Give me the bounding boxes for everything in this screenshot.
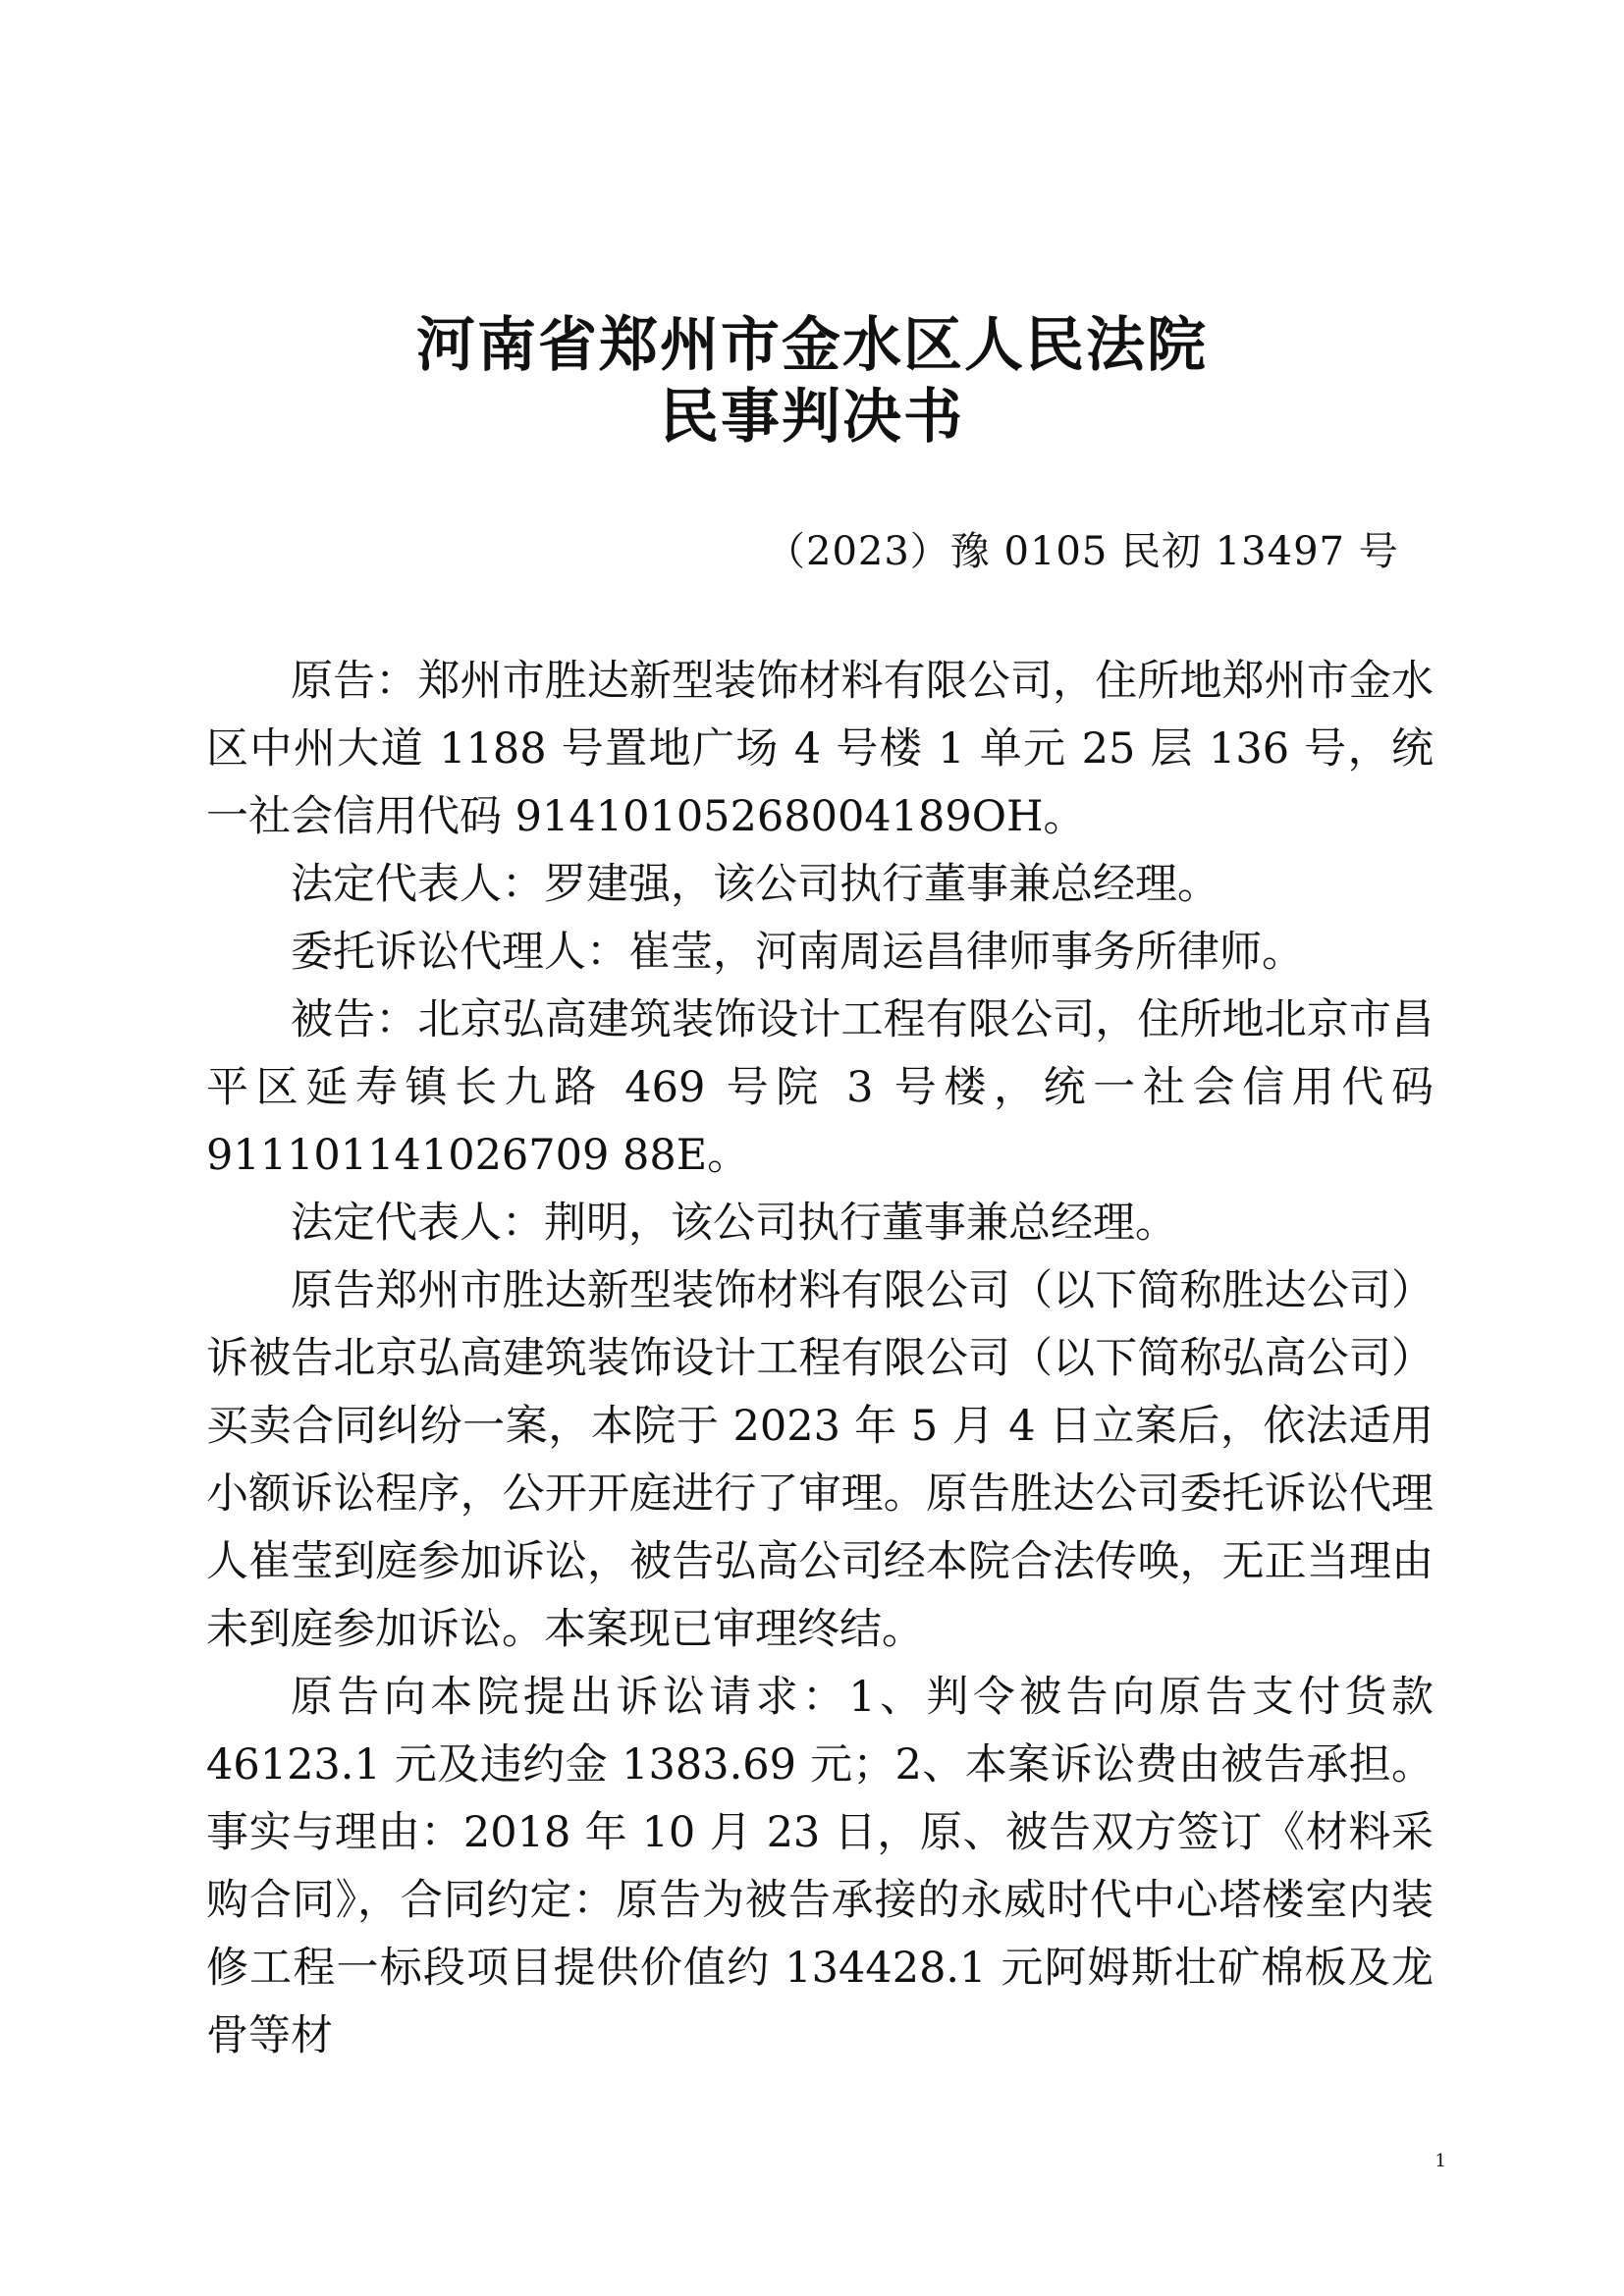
- plaintiff-attorney: 委托诉讼代理人：崔莹，河南周运昌律师事务所律师。: [291, 928, 1304, 977]
- defendant-legal-representative: 法定代表人：荆明，该公司执行董事兼总经理。: [291, 1199, 1177, 1248]
- page-number: 1: [1435, 2151, 1446, 2171]
- case-number: （2023）豫 0105 民初 13497 号: [766, 529, 1399, 574]
- plaintiff-paragraph: 原告：郑州市胜达新型装饰材料有限公司，住所地郑州市金水区中州大道 1188 号置地广场 4 号楼 1 单元 25 层 136 号，统一社会信用代码 91410105268004189OH。: [206, 657, 1434, 841]
- case-background-paragraph: 原告郑州市胜达新型装饰材料有限公司（以下简称胜达公司）诉被告北京弘高建筑装饰设计工程有限公司（以下简称弘高公司）买卖合同纠纷一案，本院于 2023 年 5 月 4 日立案后，依法适用小额诉讼程序，公开开庭进行了审理。原告胜达公司委托诉讼代理人崔莹到庭参加诉讼，被告弘高公司经本院合法传唤，无正当理由未到庭参加诉讼。本案现已审理终结。: [206, 1266, 1434, 1654]
- plaintiff-legal-representative: 法定代表人：罗建强，该公司执行董事兼总经理。: [291, 860, 1219, 909]
- document-type-heading: 民事判决书: [660, 383, 964, 452]
- defendant-paragraph: 被告：北京弘高建筑装饰设计工程有限公司，住所地北京市昌平区延寿镇长九路 469 号院 3 号楼，统一社会信用代码 911101141026709 88E。: [206, 995, 1434, 1180]
- court-name-heading: 河南省郑州市金水区人民法院: [416, 311, 1208, 380]
- claims-paragraph: 原告向本院提出诉讼请求：1、判令被告向原告支付货款 46123.1 元及违约金 1383.69 元；2、本案诉讼费由被告承担。事实与理由：2018 年 10 月 23 日，原、被告双方签订《材料采购合同》，合同约定：原告为被告承接的永威时代中心塔楼室内装修工程一标段项目提供价值约 134428.1 元阿姆斯壮矿棉板及龙骨等材: [206, 1673, 1434, 2060]
- judgment-body: [206, 648, 1434, 2070]
